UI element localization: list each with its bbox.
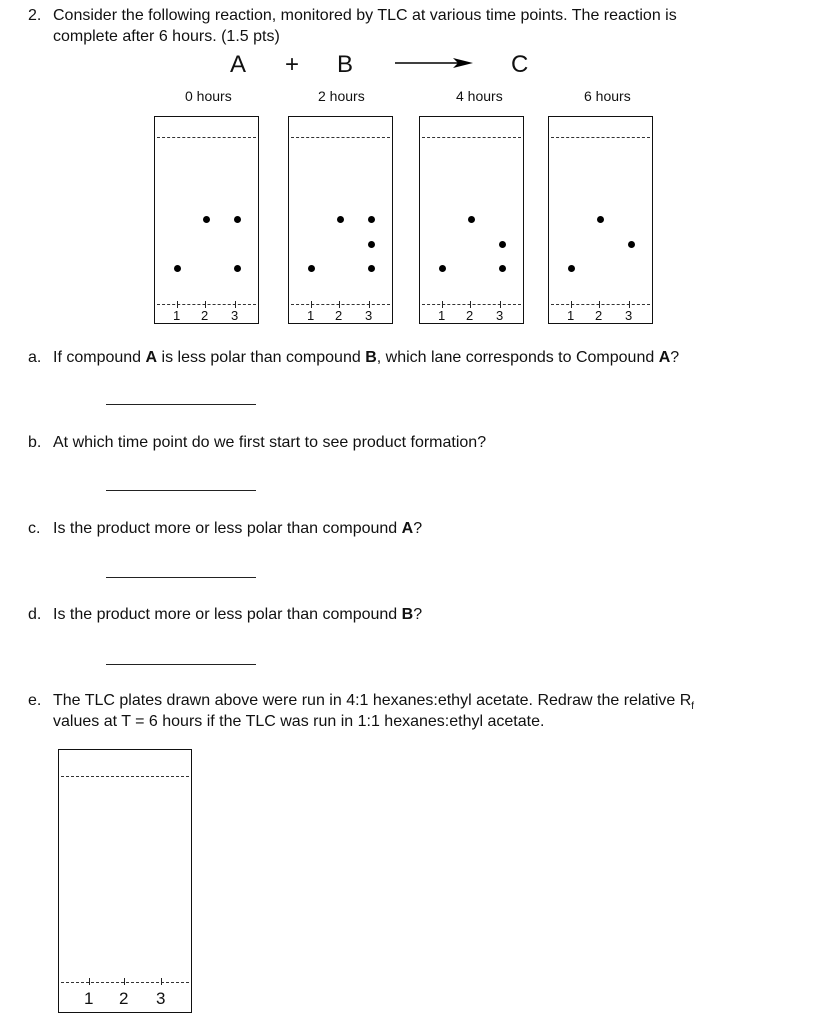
part-c-question: Is the product more or less polar than compound A? [53, 520, 423, 537]
answer-blank-d[interactable] [106, 664, 256, 665]
tlc-spot [203, 216, 210, 223]
reaction-arrow-icon [395, 55, 475, 71]
lane-label: 1 [567, 308, 575, 323]
solvent-front [61, 776, 189, 777]
plate-label-0h: 0 hours [185, 88, 232, 104]
question-text-line2: complete after 6 hours. (1.5 pts) [53, 28, 280, 45]
lane-label: 2 [201, 308, 209, 323]
part-e-question-line1: The TLC plates drawn above were run in 4:1 hexanes:ethyl acetate. Redraw the relative $R_f$ [53, 692, 695, 713]
lane-label: 3 [625, 308, 633, 323]
lane-label: 1 [307, 308, 315, 323]
tlc-spot [234, 216, 241, 223]
plate-label-4h: 4 hours [456, 88, 503, 104]
baseline [551, 304, 650, 305]
lane-label: 1 [438, 308, 446, 323]
tlc-spot [234, 265, 241, 272]
baseline [291, 304, 390, 305]
tlc-plate-2h [288, 116, 393, 324]
tlc-spot [628, 241, 635, 248]
baseline [61, 982, 189, 983]
question-number: 2. [28, 7, 42, 24]
plus-sign: + [285, 51, 300, 78]
tlc-plate-4h [419, 116, 524, 324]
part-d-letter: d. [28, 606, 42, 623]
tlc-plate-0h [154, 116, 259, 324]
tlc-spot [308, 265, 315, 272]
part-b-question: At which time point do we first start to see product formation? [53, 434, 487, 451]
plate-label-2h: 2 hours [318, 88, 365, 104]
answer-blank-b[interactable] [106, 490, 256, 491]
lane-label: 3 [496, 308, 504, 323]
part-e-letter: e. [28, 692, 42, 709]
tlc-plate-6h [548, 116, 653, 324]
tlc-spot [468, 216, 475, 223]
answer-blank-a[interactable] [106, 404, 256, 405]
tlc-spot [174, 265, 181, 272]
tlc-spot [499, 241, 506, 248]
tlc-spot [368, 241, 375, 248]
reactant-b: B [337, 51, 354, 78]
tlc-spot [368, 265, 375, 272]
solvent-front [157, 137, 256, 138]
tlc-spot [368, 216, 375, 223]
answer-tlc-plate[interactable] [58, 749, 192, 1013]
lane-label: 2 [466, 308, 474, 323]
tlc-spot [499, 265, 506, 272]
baseline [422, 304, 521, 305]
tlc-spot [568, 265, 575, 272]
lane-label: 1 [173, 308, 181, 323]
lane-label: 2 [119, 989, 129, 1008]
part-a-question: If compound A is less polar than compound B, which lane corresponds to Compound A? [53, 349, 680, 366]
lane-label: 1 [84, 989, 94, 1008]
plate-label-6h: 6 hours [584, 88, 631, 104]
tlc-spot [337, 216, 344, 223]
part-c-letter: c. [28, 520, 41, 537]
lane-label: 2 [335, 308, 343, 323]
part-d-question: Is the product more or less polar than compound B? [53, 606, 423, 623]
solvent-front [422, 137, 521, 138]
part-e-question-line2: values at T = 6 hours if the TLC was run in 1:1 hexanes:ethyl acetate. [53, 713, 545, 730]
part-a-letter: a. [28, 349, 42, 366]
lane-label: 3 [156, 989, 166, 1008]
lane-label: 2 [595, 308, 603, 323]
solvent-front [291, 137, 390, 138]
reactant-a: A [230, 51, 247, 78]
tlc-spot [439, 265, 446, 272]
lane-label: 3 [231, 308, 239, 323]
baseline [157, 304, 256, 305]
question-text-line1: Consider the following reaction, monitored by TLC at various time points. The reaction is [53, 7, 677, 24]
part-b-letter: b. [28, 434, 42, 451]
solvent-front [551, 137, 650, 138]
answer-blank-c[interactable] [106, 577, 256, 578]
lane-label: 3 [365, 308, 373, 323]
product-c: C [511, 51, 529, 78]
tlc-spot [597, 216, 604, 223]
